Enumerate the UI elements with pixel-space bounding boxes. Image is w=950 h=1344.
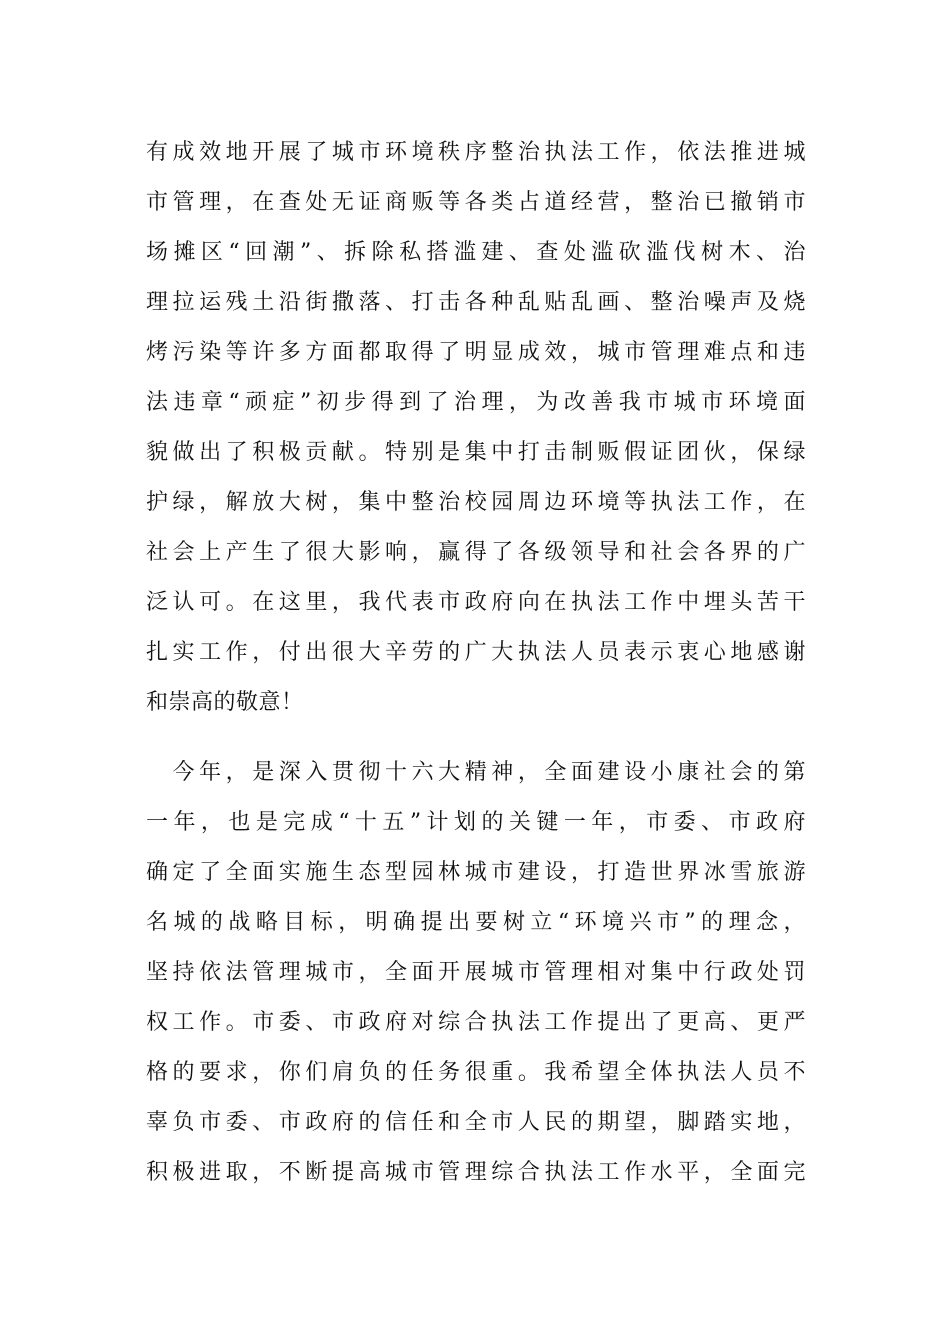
paragraph-line: 有成效地开展了城市环境秩序整治执法工作，依法推进城 <box>146 140 806 165</box>
paragraph-line: 扎实工作，付出很大辛劳的广大执法人员表示衷心地感谢 <box>146 640 806 665</box>
paragraph-line: 权工作。市委、市政府对综合执法工作提出了更高、更严 <box>146 1010 806 1035</box>
paragraph-line: 和崇高的敬意！ <box>146 690 304 715</box>
paragraph-line: 市管理，在查处无证商贩等各类占道经营，整治已撤销市 <box>146 190 806 215</box>
paragraph-line: 一年，也是完成“十五”计划的关键一年，市委、市政府 <box>146 810 806 835</box>
paragraph-line: 今年，是深入贯彻十六大精神，全面建设小康社会的第 <box>146 760 806 785</box>
paragraph-line: 积极进取，不断提高城市管理综合执法工作水平，全面完 <box>146 1160 806 1185</box>
paragraph-line: 护绿，解放大树，集中整治校园周边环境等执法工作，在 <box>146 490 806 515</box>
paragraph-line: 名城的战略目标，明确提出要树立“环境兴市”的理念， <box>146 910 806 935</box>
paragraph-line: 坚持依法管理城市，全面开展城市管理相对集中行政处罚 <box>146 960 806 985</box>
paragraph-line: 确定了全面实施生态型园林城市建设，打造世界冰雪旅游 <box>146 860 806 885</box>
paragraph-line: 理拉运残土沿街撒落、打击各种乱贴乱画、整治噪声及烧 <box>146 290 806 315</box>
paragraph-line: 烤污染等许多方面都取得了明显成效，城市管理难点和违 <box>146 340 806 365</box>
paragraph-line: 格的要求，你们肩负的任务很重。我希望全体执法人员不 <box>146 1060 806 1085</box>
paragraph-line: 社会上产生了很大影响，赢得了各级领导和社会各界的广 <box>146 540 806 565</box>
paragraph-line: 貌做出了积极贡献。特别是集中打击制贩假证团伙，保绿 <box>146 440 806 465</box>
paragraph-2 <box>146 748 806 1198</box>
paragraph-line: 法违章“顽症”初步得到了治理，为改善我市城市环境面 <box>146 390 806 415</box>
paragraph-1 <box>146 128 806 728</box>
paragraph-line: 场摊区“回潮”、拆除私搭滥建、查处滥砍滥伐树木、治 <box>146 240 806 265</box>
paragraph-line: 辜负市委、市政府的信任和全市人民的期望，脚踏实地， <box>146 1110 806 1135</box>
paragraph-line: 泛认可。在这里，我代表市政府向在执法工作中埋头苦干 <box>146 590 806 615</box>
